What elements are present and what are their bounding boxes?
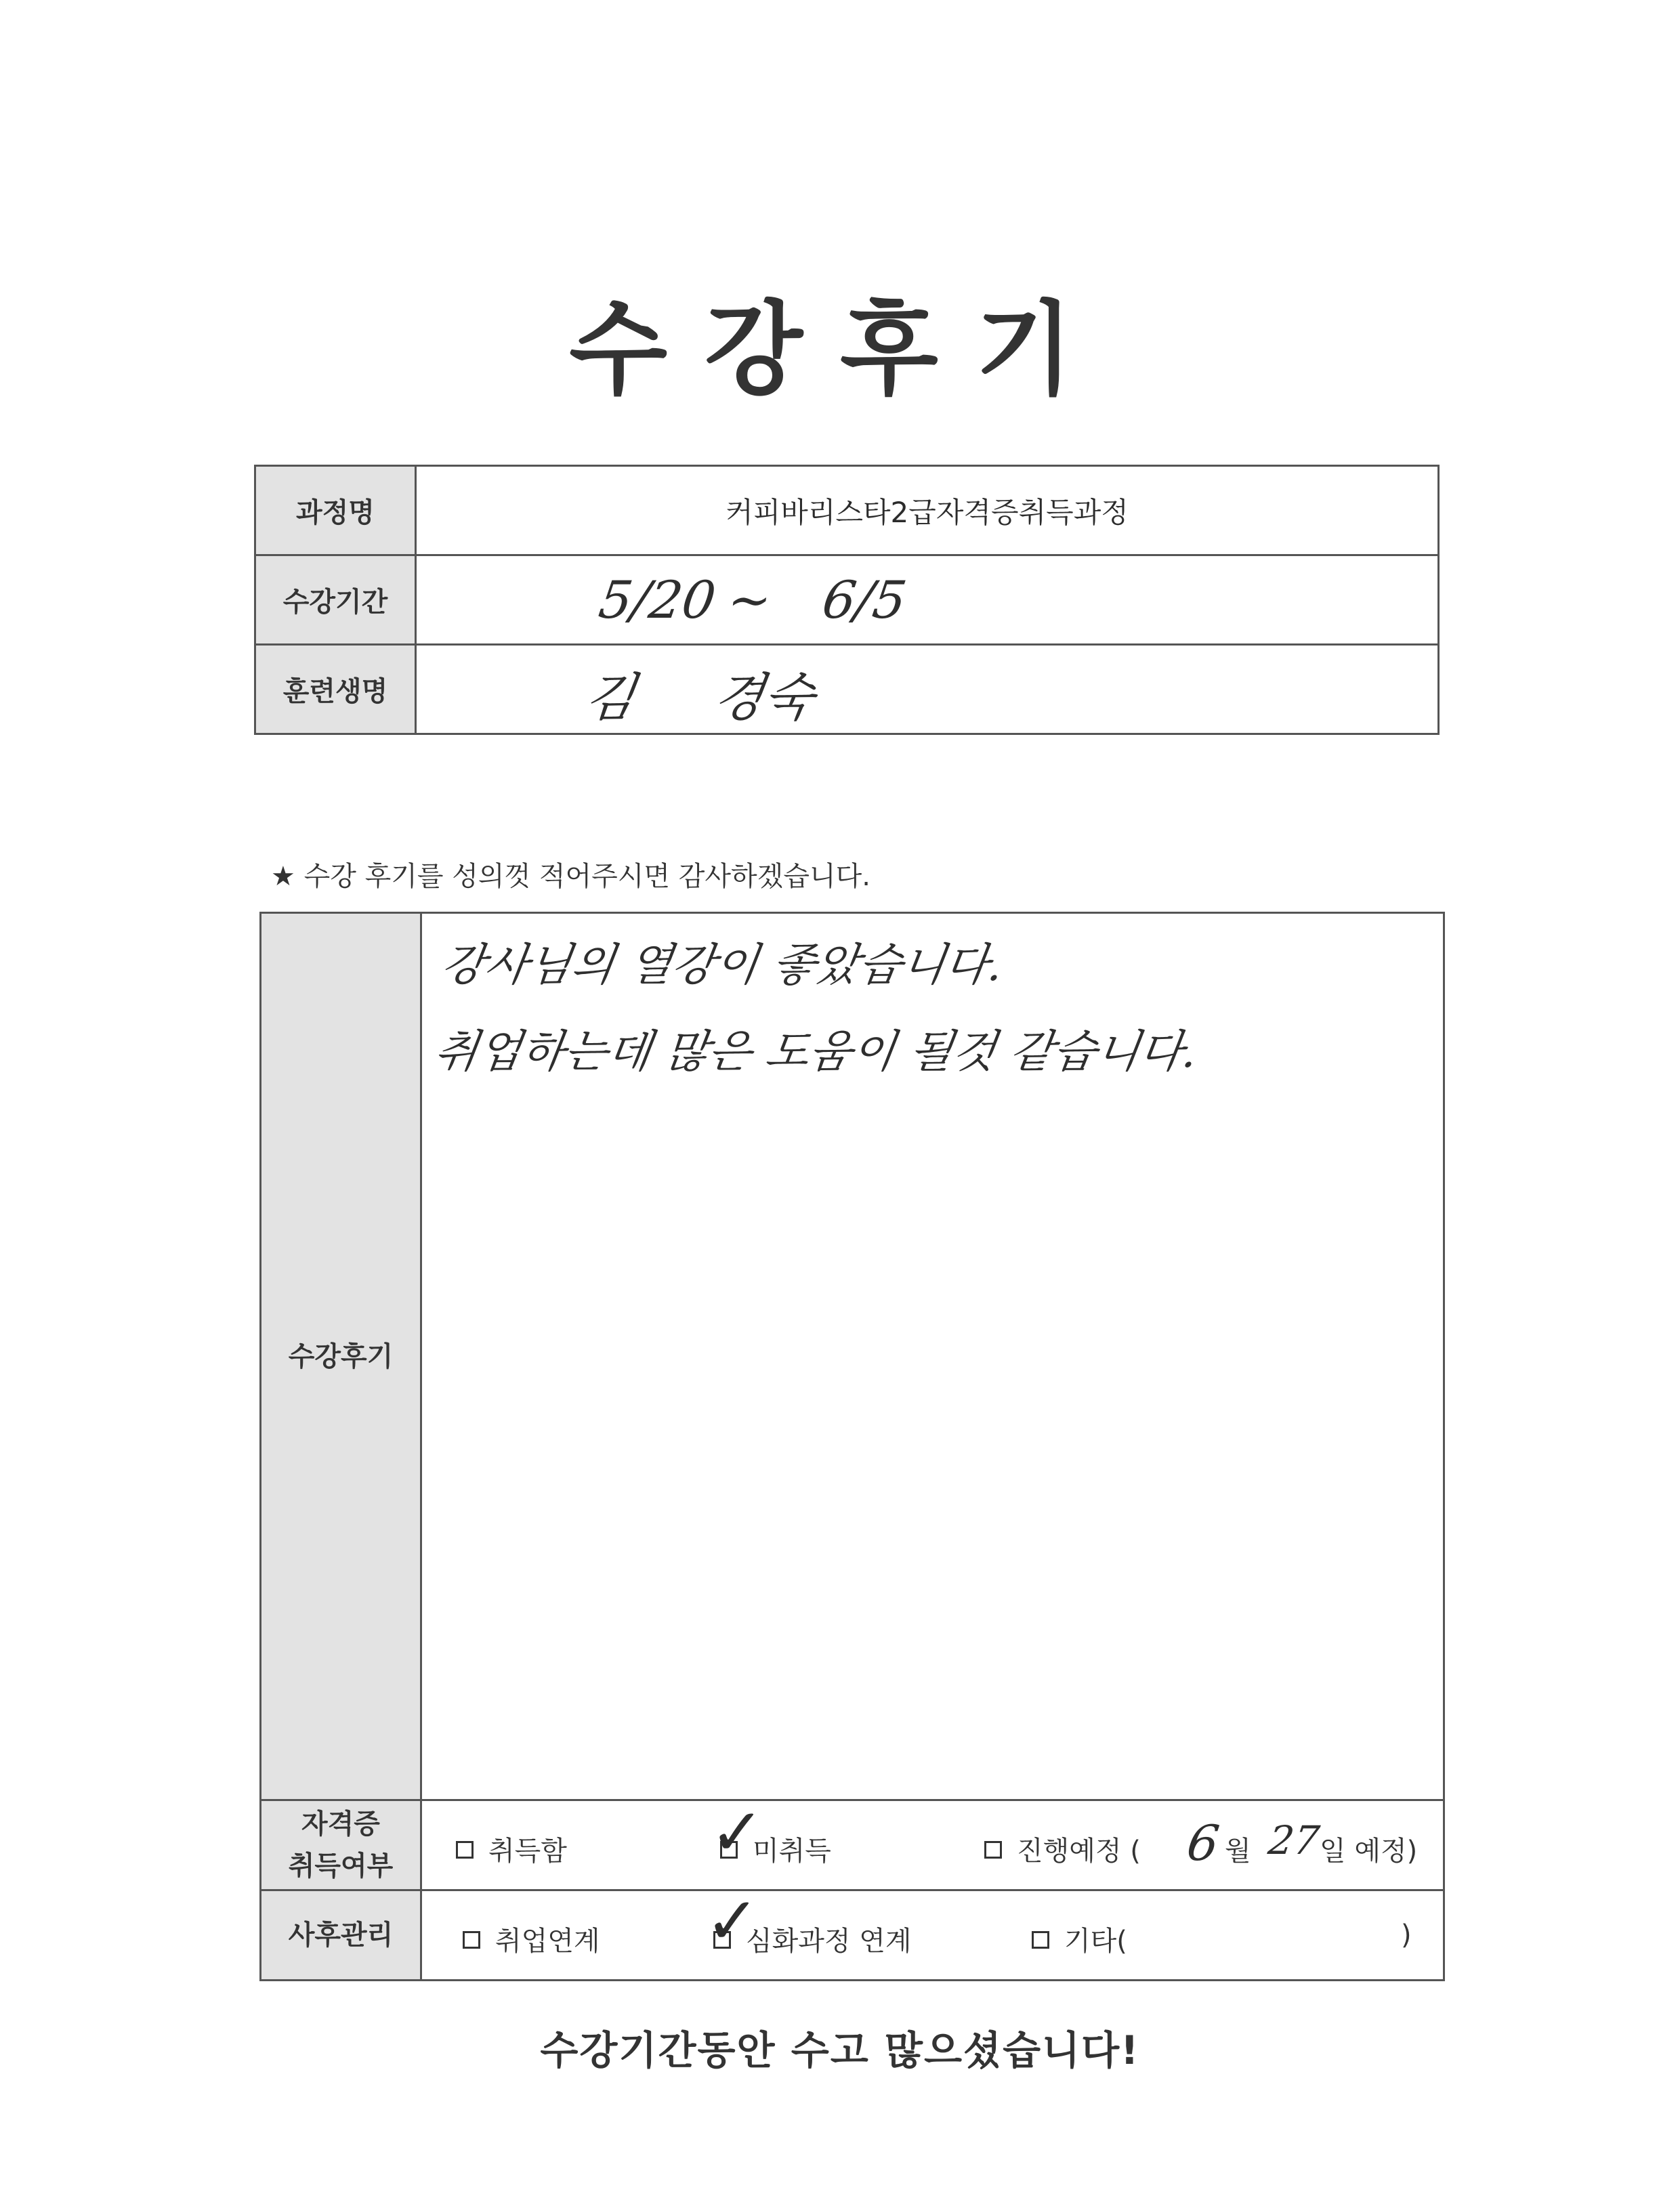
option-acquired-label: 취득함 [488, 1836, 567, 1867]
option-employment[interactable] [463, 1920, 600, 1958]
review-body [421, 913, 1444, 1800]
followup-options [421, 1883, 1444, 1981]
instruction-note: ★ 수강 후기를 성의껏 적어주시면 감사하겠습니다. [271, 861, 870, 892]
option-planned-label: 진행예정 ( [1017, 1836, 1141, 1867]
trainee-surname: 김 [581, 667, 639, 727]
period-value-cell [416, 555, 1439, 645]
trainee-given-name: 경숙 [709, 667, 818, 727]
handwritten-check-icon: ✓ [710, 1794, 765, 1870]
handwritten-check-icon: ✓ [705, 1883, 760, 1959]
certificate-label-line2: 취득여부 [288, 1850, 394, 1882]
period-start: 5/20 [595, 570, 719, 630]
footer-message: 수강기간동안 수고 많으셨습니다! [540, 2027, 1140, 2073]
option-other[interactable] [1032, 1920, 1127, 1958]
period-label: 수강기간 [255, 555, 416, 645]
option-other-close: ) [1401, 1920, 1412, 1951]
review-line-1: 강사님의 열강이 좋았습니다. [438, 939, 1007, 991]
certificate-options [421, 1794, 1444, 1890]
course-name-label: 과정명 [255, 466, 416, 555]
certificate-label [261, 1800, 421, 1890]
option-acquired[interactable] [456, 1829, 567, 1868]
option-planned[interactable] [984, 1829, 1141, 1868]
trainee-value-cell [416, 645, 1439, 734]
checkbox-icon [1032, 1931, 1049, 1949]
trainee-label: 훈련생명 [255, 645, 416, 734]
option-advanced-label: 심화과정 연계 [746, 1926, 912, 1957]
option-not-acquired-label: 미취득 [753, 1836, 831, 1867]
course-name-value: 커피바리스타2급자격증취득과정 [416, 466, 1439, 555]
checkbox-icon [456, 1841, 474, 1859]
page-title: 수강후기 [569, 291, 1111, 409]
course-info-table [254, 465, 1440, 735]
checkbox-icon [463, 1931, 480, 1949]
review-label: 수강후기 [261, 913, 421, 1800]
month-label: 월 [1225, 1836, 1251, 1867]
period-end: 6/5 [818, 570, 910, 630]
option-other-label: 기타( [1064, 1926, 1127, 1957]
certificate-label-line1: 자격증 [301, 1808, 380, 1840]
period-separator: ~ [723, 570, 776, 630]
review-table [259, 912, 1445, 1981]
checkbox-icon [984, 1841, 1002, 1859]
followup-label: 사후관리 [261, 1890, 421, 1981]
option-employment-label: 취업연계 [495, 1926, 600, 1957]
day-label: 일 예정) [1320, 1836, 1418, 1867]
review-line-2: 취업하는데 많은 도움이 될것 같습니다. [431, 1025, 1201, 1078]
planned-month: 6 [1183, 1815, 1223, 1871]
planned-day: 27 [1265, 1817, 1322, 1863]
